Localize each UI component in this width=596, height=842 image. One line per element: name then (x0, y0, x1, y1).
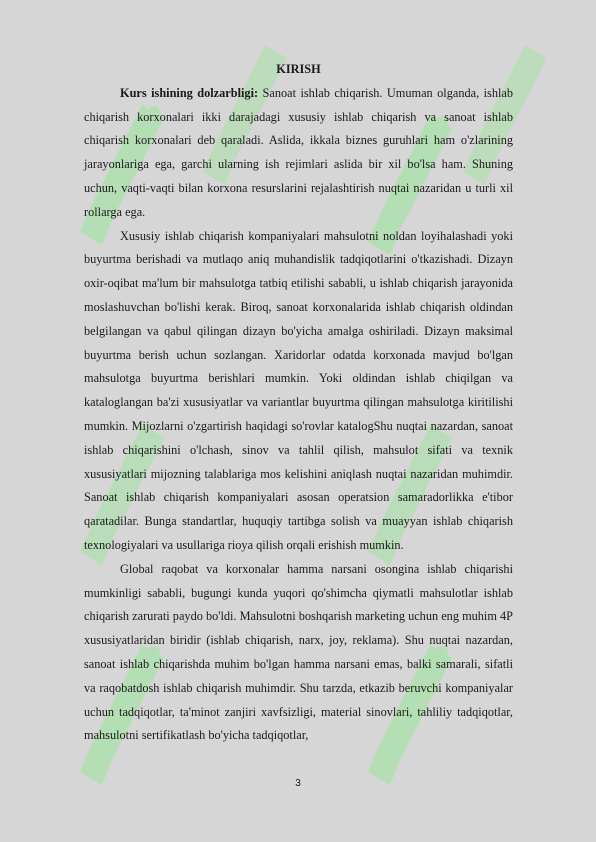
document-body (84, 58, 513, 748)
paragraph (84, 225, 513, 558)
paragraph-text: Sanoat ishlab chiqarish. Umuman olganda, ishlab chiqarish korxonalari ikki darajadagi xususiy ishlab chiqarish va sanoat ishlab chiqarish korxonalari deb qaraladi. Aslida, ikkala biznes guruhlari ham o'zlarining jarayonlariga ega, garchi ularning ish rejimlari aslida bir xil bo'lsa ham. Shuning uchun, vaqti-vaqti bilan korxona resurslarini rejalashtirish nuqtai nazaridan u turli xil rollarga ega. (84, 85, 513, 219)
paragraph-lead: Kurs ishining dolzarbligi: (120, 85, 259, 100)
paragraph-text: Xususiy ishlab chiqarish kompaniyalari mahsulotni noldan loyihalashadi yoki buyurtma berishadi va mutlaqo aniq muhandislik tadqiqotlarini o'tkazishadi. Dizayn oxir-oqibat ma'lum bir mahsulotga tatbiq etilishi sababli, u ishlab chiqarish jarayonida moslashuvchan bo'lishi kerak. Biroq, sanoat korxonalarida ishlab chiqarish oldindan belgilangan va qabul qilingan dizayn bo'yicha amalga oshiriladi. Dizayn maksimal buyurtma berish uchun sozlangan. Xaridorlar odatda korxonada mavjud bo'lgan mahsulotga buyurtma berishlari mumkin. Yoki oldindan ishlab chiqilgan va kataloglangan ba'zi xususiyatlar va variantlar buyurtma qilingan mahsulotga kiritilishi mumkin. Mijozlarni o'zgartirish haqidagi so'rovlar katalogShu nuqtai nazardan, sanoat ishlab chiqarishini o'lchash, sinov va tahlil qilish, mahsulot sifati va texnik xususiyatlari mijozning talablariga mos kelishini aniqlash nuqtai nazaridan muhimdir. Sanoat ishlab chiqarish kompaniyalari asosan operatsion samaradorlikka e'tibor qaratadilar. Bunga standartlar, huquqiy tartibga solish va muayyan ishlab chiqarish texnologiyalari va usullariga rioya qilish orqali erishish mumkin. (84, 228, 513, 552)
paragraph-text: Global raqobat va korxonalar hamma narsani osongina ishlab chiqarishi mumkinligi sababli, bugungi kunda yuqori qo'shimcha qiymatli mahsulotlar ishlab chiqarish zarurati paydo bo'ldi. Mahsulotni boshqarish marketing uchun eng muhim 4P xususiyatlaridan biridir (ishlab chiqarish, narx, joy, reklama). Shu nuqtai nazardan, sanoat ishlab chiqarishda muhim bo'lgan hamma narsani emas, balki samarali, sifatli va raqobatdosh ishlab chiqarish muhimdir. Shu tarzda, etkazib beruvchi kompaniyalar uchun tadqiqotlar, ta'minot zanjiri xavfsizligi, material sinovlari, tahliliy tadqiqotlar, mahsulotni sertifikatlash bo'yicha tadqiqotlar, (84, 561, 513, 743)
paragraph (84, 558, 513, 748)
page-title: KIRISH (276, 62, 321, 76)
paragraph (84, 82, 513, 225)
page-number: 3 (295, 778, 301, 789)
